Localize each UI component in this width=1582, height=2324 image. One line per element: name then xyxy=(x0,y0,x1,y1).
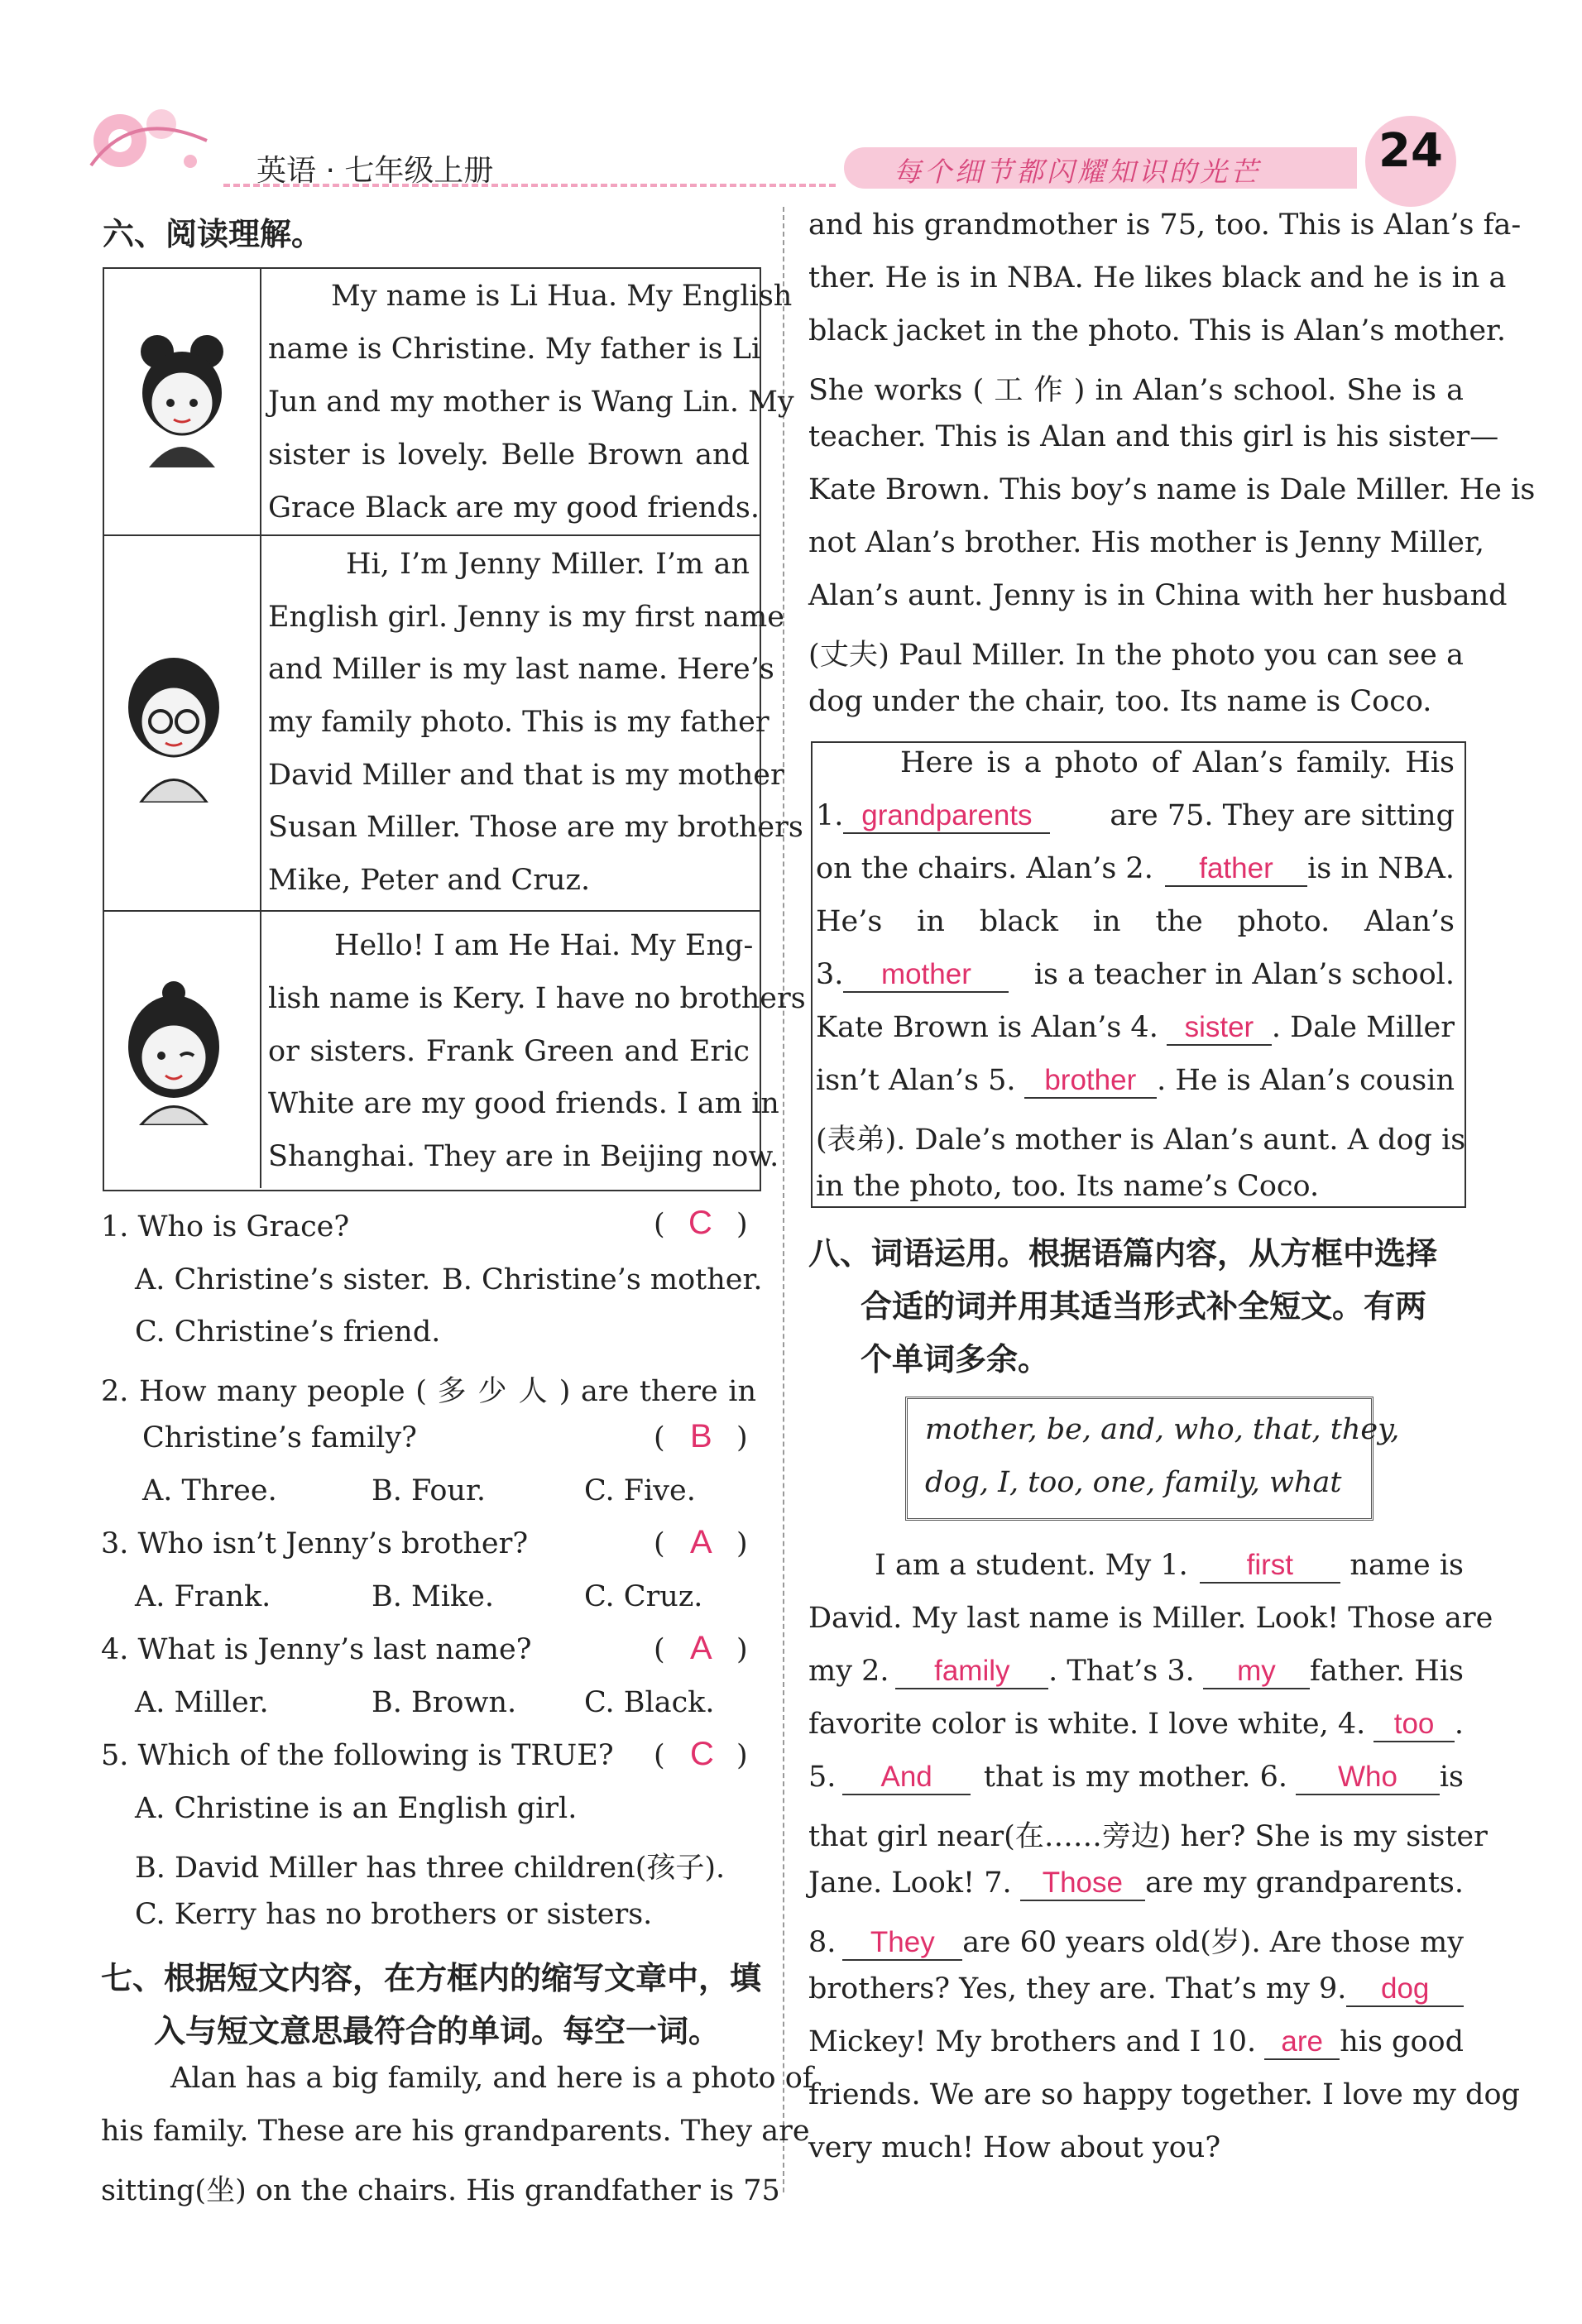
section7-passage-line: not Alan’s brother. His mother is Jenny Miller, xyxy=(808,526,1484,559)
answer-2: B xyxy=(690,1418,712,1454)
section7-passage-line: his family. These are his grandparents. They are xyxy=(101,2115,810,2148)
section8-text: I am a student. My 1. xyxy=(875,1549,1188,1582)
page-number: 24 xyxy=(1378,124,1443,178)
summary-line xyxy=(816,958,1455,993)
answer-blank-1[interactable]: grandparents xyxy=(843,799,1050,834)
answer-paren-open: ( xyxy=(654,1527,665,1560)
answer-blank-8-1[interactable]: first xyxy=(1200,1549,1340,1584)
girl-portrait-icon xyxy=(124,327,240,467)
table-divider xyxy=(103,534,760,536)
question-2: 2. How many people ( 多 少 人 ) are there in xyxy=(101,1375,756,1408)
section8-text: Mickey! My brothers and I 10. xyxy=(808,2025,1257,2058)
option: B. Mike. xyxy=(372,1580,495,1613)
passage2-line: David Miller and that is my mother xyxy=(268,759,784,792)
section8-line xyxy=(808,1549,1464,1584)
section8-text: are 60 years old(岁). Are those my xyxy=(962,1926,1464,1959)
summary-line xyxy=(816,1064,1455,1099)
section8-text: 5. xyxy=(808,1761,837,1794)
passage1-line: Grace Black are my good friends. xyxy=(268,491,760,525)
summary-line: (表弟). Dale’s mother is Alan’s aunt. A dog is xyxy=(816,1124,1466,1157)
word-bank-line: mother, be, and, who, that, they, xyxy=(925,1413,1400,1446)
option: C. Five. xyxy=(584,1474,696,1507)
section8-text: father. His xyxy=(1310,1655,1464,1688)
answer-blank-8-10[interactable]: are xyxy=(1264,2025,1340,2060)
section8-text: are my grandparents. xyxy=(1145,1866,1464,1900)
section8-text: 8. xyxy=(808,1926,837,1959)
question-2-cont: Christine’s family? xyxy=(142,1421,417,1454)
blank-number: 3. xyxy=(816,958,844,991)
answer-3: A xyxy=(690,1524,712,1560)
answer-blank-2[interactable]: father xyxy=(1165,852,1307,887)
passage2-line: Mike, Peter and Cruz. xyxy=(268,864,591,897)
girl-with-glasses-portrait-icon xyxy=(116,645,232,786)
section7-passage-line: teacher. This is Alan and this girl is his sister— xyxy=(808,420,1499,453)
passage1-line: name is Christine. My father is Li xyxy=(268,333,761,366)
answer-blank-3[interactable]: mother xyxy=(843,958,1009,993)
section7-passage-line: Alan’s aunt. Jenny is in China with her husband xyxy=(808,579,1508,612)
passage2-line: Hi, I’m Jenny Miller. I’m an xyxy=(346,548,750,581)
option: B. Four. xyxy=(372,1474,486,1507)
section8-line: David. My last name is Miller. Look! Those are xyxy=(808,1602,1493,1635)
passage1-line: Jun and my mother is Wang Lin. My xyxy=(268,386,794,419)
header-divider xyxy=(223,184,836,187)
section8-text: is xyxy=(1439,1761,1464,1794)
question-4: 4. What is Jenny’s last name? xyxy=(101,1633,532,1666)
answer-paren-open: ( xyxy=(654,1421,665,1454)
table-divider xyxy=(103,910,760,912)
passage3-line: Shanghai. They are in Beijing now. xyxy=(268,1140,779,1173)
section7-passage-line: dog under the chair, too. Its name is Coco. xyxy=(808,685,1432,718)
section8-title: 八、词语运用。根据语篇内容，从方框中选择 xyxy=(808,1235,1438,1272)
section8-line xyxy=(808,1708,1464,1742)
flower-ornament-icon xyxy=(83,91,215,182)
table-divider xyxy=(260,267,261,1188)
passage3-line: Hello! I am He Hai. My Eng- xyxy=(334,929,754,962)
section7-passage-line: Alan has a big family, and here is a photo of xyxy=(170,2062,813,2095)
option: A. Three. xyxy=(142,1474,277,1507)
summary-line: in the photo, too. Its name’s Coco. xyxy=(816,1170,1320,1203)
section8-line xyxy=(808,1919,1464,1961)
section8-line xyxy=(808,1972,1464,2007)
section7-title: 七、根据短文内容，在方框内的缩写文章中，填 xyxy=(101,1960,762,1996)
summary-line xyxy=(816,852,1455,887)
answer-5: C xyxy=(690,1736,714,1772)
option: A. Christine is an English girl. xyxy=(135,1792,578,1825)
answer-blank-8-5[interactable]: And xyxy=(842,1761,970,1795)
answer-blank-8-2[interactable]: family xyxy=(895,1655,1048,1689)
section8-line xyxy=(808,1761,1464,1795)
column-divider xyxy=(783,207,784,2192)
option: C. Cruz. xyxy=(584,1580,703,1613)
question-1: 1. Who is Grace? xyxy=(101,1210,350,1243)
header-slogan: 每个细节都闪耀知识的光芒 xyxy=(894,156,1261,188)
blank-number: 1. xyxy=(816,799,844,832)
answer-paren-close: ) xyxy=(736,1739,748,1772)
option: B. Brown. xyxy=(372,1686,517,1719)
summary-text: are 75. They are sitting xyxy=(1110,799,1455,832)
section8-text: brothers? Yes, they are. That’s my 9. xyxy=(808,1972,1347,2005)
section7-passage-line: black jacket in the photo. This is Alan’s mother. xyxy=(808,314,1507,347)
option: A. Frank. xyxy=(135,1580,271,1613)
header-subject: 英语 · 七年级上册 xyxy=(256,154,494,188)
answer-1: C xyxy=(688,1205,712,1241)
question-5: 5. Which of the following is TRUE? xyxy=(101,1739,614,1772)
answer-blank-8-8[interactable]: They xyxy=(842,1926,962,1961)
winking-girl-portrait-icon xyxy=(116,976,232,1117)
section7-title: 入与短文意思最符合的单词。每空一词。 xyxy=(154,2013,721,2049)
section7-passage-line: and his grandmother is 75, too. This is Alan’s fa- xyxy=(808,208,1522,242)
section8-line xyxy=(808,1866,1464,1901)
answer-blank-8-4[interactable]: too xyxy=(1373,1708,1455,1742)
section7-passage-line: sitting(坐) on the chairs. His grandfather is 75 xyxy=(101,2174,780,2207)
option: C. Kerry has no brothers or sisters. xyxy=(135,1898,653,1931)
section7-passage-line: Kate Brown. This boy’s name is Dale Miller. He is xyxy=(808,473,1536,506)
summary-line: He’s in black in the photo. Alan’s xyxy=(816,905,1455,938)
summary-text: is a teacher in Alan’s school. xyxy=(1033,958,1455,991)
section8-text: his good xyxy=(1340,2025,1464,2058)
section8-text: my 2. xyxy=(808,1655,889,1688)
section8-line: that girl near(在……旁边) her? She is my sister xyxy=(808,1820,1488,1853)
option: C. Christine’s friend. xyxy=(135,1315,441,1349)
summary-text: Kate Brown is Alan’s 4. xyxy=(816,1011,1158,1044)
section7-passage-line: ther. He is in NBA. He likes black and he is in a xyxy=(808,261,1507,295)
answer-paren-close: ) xyxy=(736,1527,748,1560)
section7-passage-line: (丈夫) Paul Miller. In the photo you can see a xyxy=(808,639,1464,672)
option: B. Christine’s mother. xyxy=(442,1263,763,1296)
summary-line xyxy=(816,1011,1455,1046)
section6-title: 六、阅读理解。 xyxy=(103,216,324,252)
passage3-line: lish name is Kery. I have no brothers xyxy=(268,982,806,1015)
summary-text: isn’t Alan’s 5. xyxy=(816,1064,1016,1097)
section8-line xyxy=(808,1655,1464,1689)
answer-blank-8-9[interactable]: dog xyxy=(1346,1972,1464,2007)
answer-paren-open: ( xyxy=(654,1739,665,1772)
passage2-line: and Miller is my last name. Here’s xyxy=(268,653,774,686)
section7-passage-line: She works ( 工 作 ) in Alan’s school. She is a xyxy=(808,374,1464,407)
passage1-line: My name is Li Hua. My English xyxy=(331,280,793,313)
answer-paren-close: ) xyxy=(736,1421,748,1454)
answer-blank-8-7[interactable]: Those xyxy=(1020,1866,1146,1901)
passage3-line: White are my good friends. I am in xyxy=(268,1087,779,1120)
passage2-line: English girl. Jenny is my first name xyxy=(268,601,784,634)
answer-paren-open: ( xyxy=(654,1633,665,1666)
summary-text: is in NBA. xyxy=(1307,852,1455,885)
section8-line: very much! How about you? xyxy=(808,2131,1221,2164)
passage3-line: or sisters. Frank Green and Eric xyxy=(268,1035,750,1068)
answer-blank-5[interactable]: brother xyxy=(1024,1064,1158,1099)
option: A. Christine’s sister. xyxy=(135,1263,431,1296)
passage2-line: my family photo. This is my father xyxy=(268,706,769,739)
section8-title: 合适的词并用其适当形式补全短文。有两 xyxy=(861,1288,1427,1325)
answer-paren-close: ) xyxy=(736,1633,748,1666)
section8-line xyxy=(808,2025,1464,2060)
answer-4: A xyxy=(690,1630,712,1666)
summary-line xyxy=(816,799,1455,834)
section8-text: favorite color is white. I love white, 4. xyxy=(808,1708,1366,1741)
answer-blank-8-6[interactable]: Who xyxy=(1296,1761,1440,1795)
option: B. David Miller has three children(孩子). xyxy=(135,1852,726,1885)
section8-text: that is my mother. 6. xyxy=(983,1761,1288,1794)
passage1-line: sister is lovely. Belle Brown and xyxy=(268,438,750,472)
option: A. Miller. xyxy=(135,1686,269,1719)
section8-text: . That’s 3. xyxy=(1048,1655,1195,1688)
summary-text: . Dale Miller xyxy=(1271,1011,1455,1044)
answer-blank-8-3[interactable]: my xyxy=(1203,1655,1310,1689)
question-3: 3. Who isn’t Jenny’s brother? xyxy=(101,1527,529,1560)
section8-text: . xyxy=(1454,1708,1464,1741)
passage2-line: Susan Miller. Those are my brothers xyxy=(268,811,803,844)
word-bank-line: dog, I, too, one, family, what xyxy=(925,1466,1342,1499)
summary-text: on the chairs. Alan’s 2. xyxy=(816,852,1153,885)
summary-line: Here is a photo of Alan’s family. His xyxy=(900,746,1455,779)
answer-paren-open: ( xyxy=(654,1208,665,1241)
section8-text: name is xyxy=(1349,1549,1464,1582)
section8-text: Jane. Look! 7. xyxy=(808,1866,1012,1900)
section8-line: friends. We are so happy together. I love my dog xyxy=(808,2078,1520,2111)
section8-title: 个单词多余。 xyxy=(861,1341,1050,1378)
summary-text: . He is Alan’s cousin xyxy=(1157,1064,1455,1097)
answer-paren-close: ) xyxy=(736,1208,748,1241)
option: C. Black. xyxy=(584,1686,715,1719)
answer-blank-4[interactable]: sister xyxy=(1167,1011,1272,1046)
